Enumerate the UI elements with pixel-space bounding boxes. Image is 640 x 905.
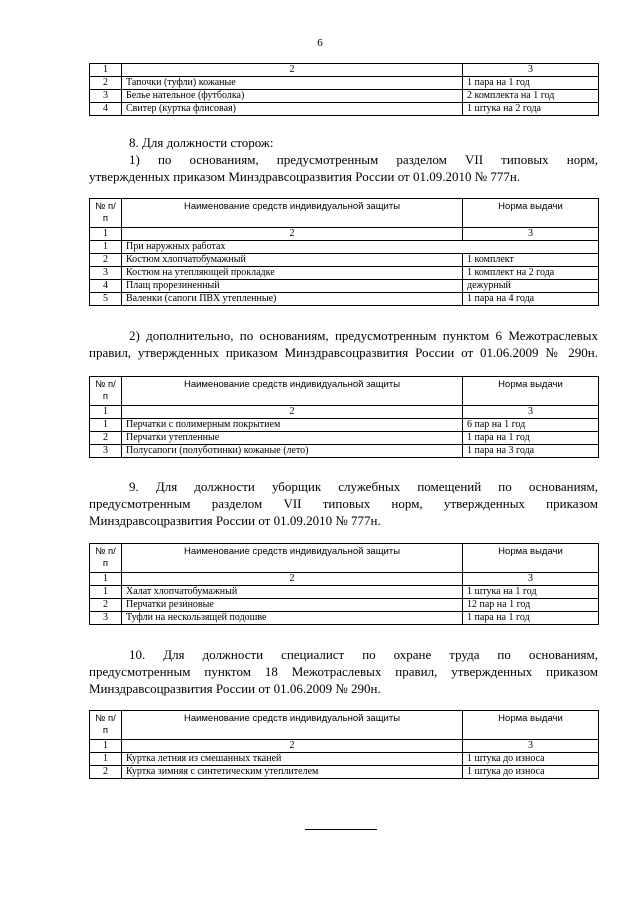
col-number-header: № п/п [90,711,122,740]
page-number: 6 [317,37,323,49]
colnum-1: 1 [90,406,122,419]
issue-norm: 1 пара на 1 год [463,432,599,445]
colnum-3: 3 [463,64,599,77]
header-row [90,377,599,406]
item-name: Полусапоги (полуботинки) кожаные (лето) [122,445,463,458]
col-number-header: № п/п [90,199,122,228]
row-number: 2 [90,432,122,445]
table-row [90,77,599,90]
item-name: Костюм хлопчатобумажный [122,254,463,267]
section-8-sub1-line2: утвержденных приказом Минздравсоцразвития России от 01.09.2010 № 777н. [89,169,521,184]
row-number: 1 [90,753,122,766]
table-row [90,612,599,625]
table-row [90,280,599,293]
column-numbers-row [90,573,599,586]
table-row [90,254,599,267]
row-number: 4 [90,280,122,293]
issue-norm: 1 штука на 2 года [463,103,599,116]
row-number: 1 [90,419,122,432]
issue-norm: 1 пара на 4 года [463,293,599,306]
item-name: Куртка зимняя с синтетическим утеплителем [122,766,463,779]
table-row [90,445,599,458]
issue-norm: 1 комплект на 2 года [463,267,599,280]
issue-norm: 12 пар на 1 год [463,599,599,612]
column-numbers-row [90,406,599,419]
col-number-header: № п/п [90,377,122,406]
row-number: 3 [90,612,122,625]
colnum-2: 2 [122,573,463,586]
row-number: 3 [90,445,122,458]
section-10-line1: 10. Для должности специалист по охране труда по основаниям, [129,647,598,662]
item-name: Тапочки (туфли) кожаные [122,77,463,90]
colnum-3: 3 [463,740,599,753]
item-name: Куртка летняя из смешанных тканей [122,753,463,766]
section-10-line3: Минздравсоцразвития России от 01.06.2009 № 290н. [89,681,381,696]
colnum-3: 3 [463,406,599,419]
item-name: Костюм на утепляющей прокладке [122,267,463,280]
col-name-header: Наименование средств индивидуальной защиты [122,377,463,406]
table-row [90,599,599,612]
issue-norm: 6 пар на 1 год [463,419,599,432]
row-number: 2 [90,254,122,267]
issue-norm: дежурный [463,280,599,293]
item-name: При наружных работах [122,241,599,254]
section-8-sub1-line1: 1) по основаниям, предусмотренным разделом VII типовых норм, [129,152,598,167]
col-name-header: Наименование средств индивидуальной защиты [122,544,463,573]
table-row [90,267,599,280]
table-row [90,103,599,116]
ppe-table-watchman [89,198,599,306]
end-of-document-rule [305,829,377,830]
section-8-sub2-line2: правил, утвержденных приказом Минздравсоцразвития России от 01.06.2009 № 290н. [89,345,598,360]
ppe-table-safety-specialist [89,710,599,779]
table-row [90,419,599,432]
section-8-heading: 8. Для должности сторож: [129,135,274,150]
row-number: 3 [90,90,122,103]
issue-norm: 1 комплект [463,254,599,267]
table-row [90,766,599,779]
row-number: 1 [90,586,122,599]
issue-norm: 1 пара на 1 год [463,612,599,625]
col-norm-header: Норма выдачи [463,711,599,740]
item-name: Перчатки резиновые [122,599,463,612]
colnum-3: 3 [463,573,599,586]
row-number: 2 [90,599,122,612]
header-row [90,199,599,228]
colnum-1: 1 [90,573,122,586]
item-name: Халат хлопчатобумажный [122,586,463,599]
colnum-1: 1 [90,740,122,753]
row-number: 1 [90,241,122,254]
col-norm-header: Норма выдачи [463,199,599,228]
item-name: Белье нательное (футболка) [122,90,463,103]
ppe-table-continued [89,63,599,116]
ppe-table-watchman-additional [89,376,599,458]
issue-norm: 1 штука до износа [463,753,599,766]
item-name: Перчатки утепленные [122,432,463,445]
issue-norm: 1 штука до износа [463,766,599,779]
section-8-sub2-line1: 2) дополнительно, по основаниям, предусмотренным пунктом 6 Межотраслевых [129,328,598,343]
row-number: 2 [90,766,122,779]
section-9-line3: Минздравсоцразвития России от 01.09.2010 № 777н. [89,513,381,528]
row-number: 2 [90,77,122,90]
table-row [90,586,599,599]
header-row [90,711,599,740]
table-row [90,753,599,766]
header-row [90,544,599,573]
row-number: 3 [90,267,122,280]
col-name-header: Наименование средств индивидуальной защиты [122,199,463,228]
ppe-table-cleaner [89,543,599,625]
colnum-2: 2 [122,406,463,419]
col-norm-header: Норма выдачи [463,544,599,573]
col-number-header: № п/п [90,544,122,573]
table-row [90,90,599,103]
issue-norm: 1 пара на 3 года [463,445,599,458]
item-name: Туфли на нескользящей подошве [122,612,463,625]
colnum-3: 3 [463,228,599,241]
table-row [90,241,599,254]
col-name-header: Наименование средств индивидуальной защиты [122,711,463,740]
section-9-line1: 9. Для должности уборщик служебных помещений по основаниям, [129,479,598,494]
colnum-1: 1 [90,64,122,77]
table-row [90,293,599,306]
section-10-line2: предусмотренным пунктом 18 Межотраслевых правил, утвержденных приказом [89,664,598,679]
item-name: Валенки (сапоги ПВХ утепленные) [122,293,463,306]
colnum-2: 2 [122,740,463,753]
colnum-1: 1 [90,228,122,241]
issue-norm: 1 штука на 1 год [463,586,599,599]
item-name: Плащ прорезиненный [122,280,463,293]
row-number: 4 [90,103,122,116]
colnum-2: 2 [122,64,463,77]
colnum-2: 2 [122,228,463,241]
issue-norm: 2 комплекта на 1 год [463,90,599,103]
item-name: Свитер (куртка флисовая) [122,103,463,116]
col-norm-header: Норма выдачи [463,377,599,406]
column-numbers-row [90,64,599,77]
issue-norm: 1 пара на 1 год [463,77,599,90]
column-numbers-row [90,228,599,241]
table-row [90,432,599,445]
section-9-line2: предусмотренным разделом VII типовых норм, утвержденных приказом [89,496,598,511]
column-numbers-row [90,740,599,753]
item-name: Перчатки с полимерным покрытием [122,419,463,432]
row-number: 5 [90,293,122,306]
